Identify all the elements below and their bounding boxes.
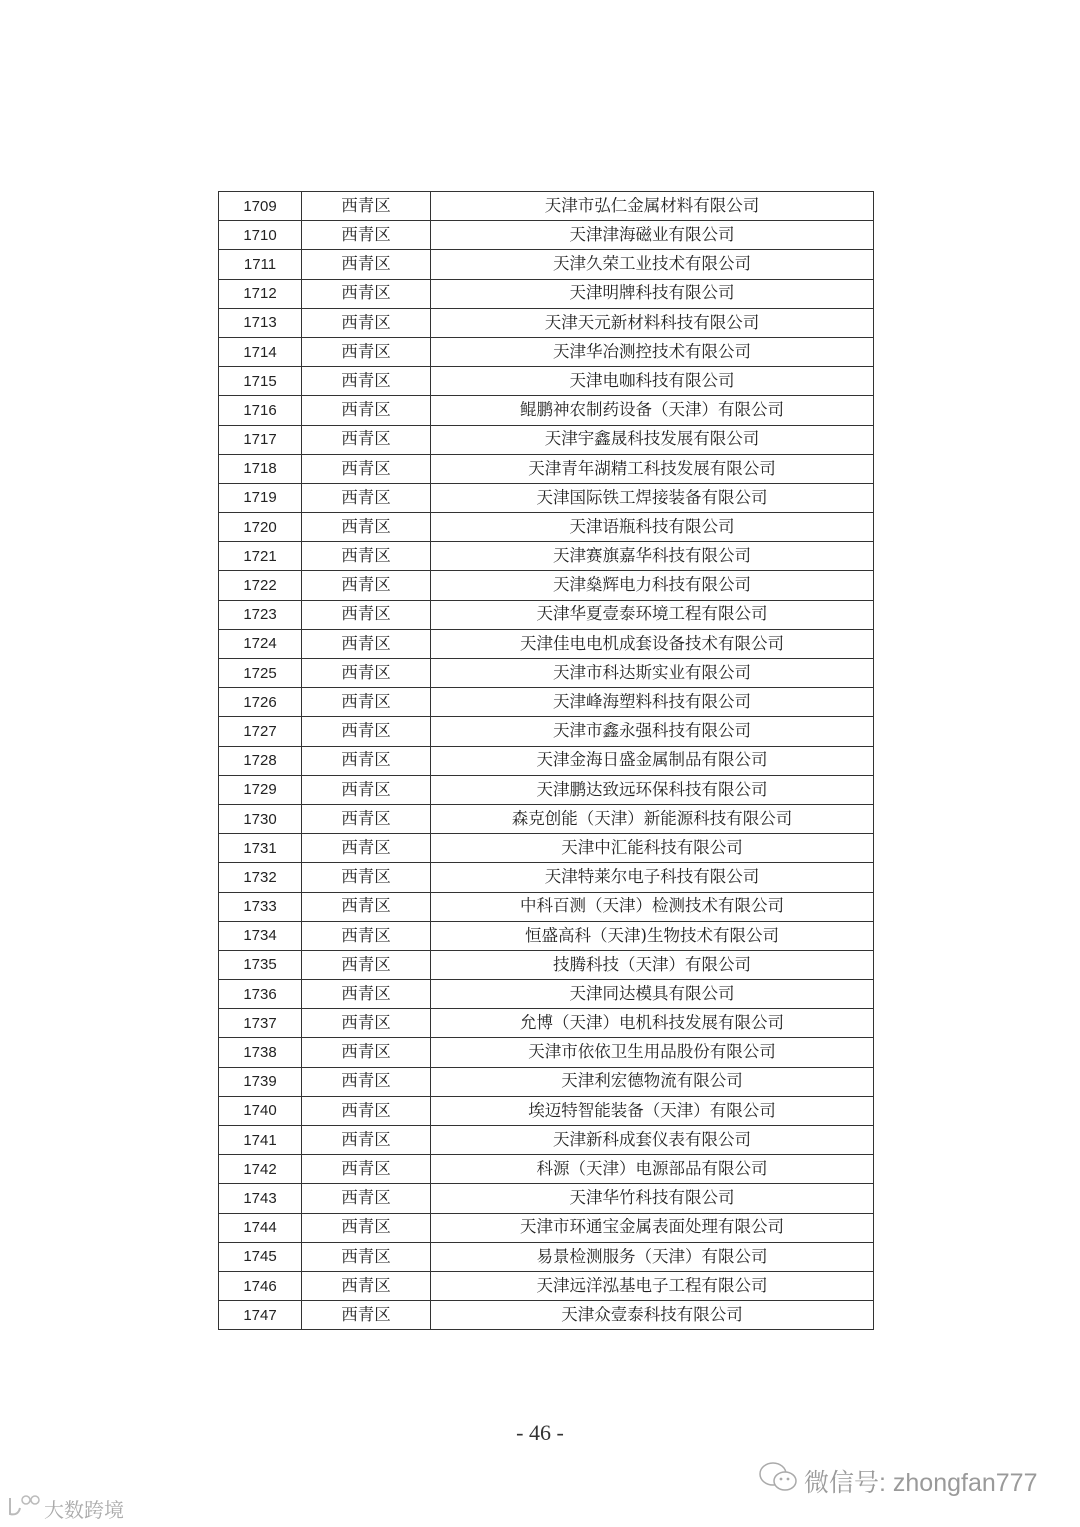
company-name-cell: 天津津海磁业有限公司: [431, 221, 874, 250]
wechat-watermark: [758, 1460, 1037, 1501]
row-number: 1720: [219, 513, 302, 542]
table-row: [219, 863, 874, 892]
row-number: 1740: [219, 1096, 302, 1125]
district-cell: 西青区: [302, 688, 431, 717]
company-name-cell: 天津鹏达致远环保科技有限公司: [431, 775, 874, 804]
district-cell: 西青区: [302, 1009, 431, 1038]
table-row: [219, 308, 874, 337]
table-row: [219, 746, 874, 775]
table-row: [219, 279, 874, 308]
row-number: 1714: [219, 337, 302, 366]
district-cell: 西青区: [302, 804, 431, 833]
table-row: [219, 192, 874, 221]
page-number: - 46 -: [516, 1420, 564, 1445]
district-cell: 西青区: [302, 746, 431, 775]
company-name-cell: 天津市科达斯实业有限公司: [431, 659, 874, 688]
table-row: [219, 571, 874, 600]
company-name-cell: 天津天元新材料科技有限公司: [431, 308, 874, 337]
district-cell: 西青区: [302, 396, 431, 425]
row-number: 1724: [219, 629, 302, 658]
district-cell: 西青区: [302, 337, 431, 366]
district-cell: 西青区: [302, 950, 431, 979]
row-number: 1735: [219, 950, 302, 979]
company-name-cell: 天津市依依卫生用品股份有限公司: [431, 1038, 874, 1067]
table-row: [219, 1242, 874, 1271]
row-number: 1711: [219, 250, 302, 279]
row-number: 1727: [219, 717, 302, 746]
row-number: 1719: [219, 483, 302, 512]
company-name-cell: 技腾科技（天津）有限公司: [431, 950, 874, 979]
row-number: 1732: [219, 863, 302, 892]
company-name-cell: 天津国际铁工焊接装备有限公司: [431, 483, 874, 512]
company-name-cell: 科源（天津）电源部品有限公司: [431, 1155, 874, 1184]
district-cell: 西青区: [302, 1271, 431, 1300]
row-number: 1736: [219, 980, 302, 1009]
district-cell: 西青区: [302, 308, 431, 337]
district-cell: 西青区: [302, 717, 431, 746]
table-row: [219, 1213, 874, 1242]
brand-watermark: [6, 1494, 124, 1523]
company-name-cell: 天津市鑫永强科技有限公司: [431, 717, 874, 746]
table-row: [219, 1184, 874, 1213]
row-number: 1738: [219, 1038, 302, 1067]
row-number: 1743: [219, 1184, 302, 1213]
district-cell: 西青区: [302, 1301, 431, 1330]
row-number: 1715: [219, 367, 302, 396]
company-name-cell: 天津市弘仁金属材料有限公司: [431, 192, 874, 221]
company-name-cell: 森克创能（天津）新能源科技有限公司: [431, 804, 874, 833]
row-number: 1744: [219, 1213, 302, 1242]
company-name-cell: 天津利宏德物流有限公司: [431, 1067, 874, 1096]
table-row: [219, 1038, 874, 1067]
company-name-cell: 天津远洋泓基电子工程有限公司: [431, 1271, 874, 1300]
brand-watermark-text: 大数跨境: [44, 1498, 124, 1522]
row-number: 1745: [219, 1242, 302, 1271]
company-name-cell: 天津华竹科技有限公司: [431, 1184, 874, 1213]
district-cell: 西青区: [302, 1155, 431, 1184]
table-row: [219, 629, 874, 658]
row-number: 1712: [219, 279, 302, 308]
table-row: [219, 980, 874, 1009]
district-cell: 西青区: [302, 1126, 431, 1155]
district-cell: 西青区: [302, 542, 431, 571]
row-number: 1746: [219, 1271, 302, 1300]
row-number: 1721: [219, 542, 302, 571]
row-number: 1717: [219, 425, 302, 454]
company-name-cell: 埃迈特智能装备（天津）有限公司: [431, 1096, 874, 1125]
company-name-cell: 天津中汇能科技有限公司: [431, 834, 874, 863]
district-cell: 西青区: [302, 629, 431, 658]
table-row: [219, 425, 874, 454]
table-row: [219, 1155, 874, 1184]
district-cell: 西青区: [302, 1242, 431, 1271]
brand-logo-icon: [6, 1494, 40, 1523]
district-cell: 西青区: [302, 221, 431, 250]
company-name-cell: 天津金海日盛金属制品有限公司: [431, 746, 874, 775]
row-number: 1747: [219, 1301, 302, 1330]
table-row: [219, 454, 874, 483]
row-number: 1741: [219, 1126, 302, 1155]
district-cell: 西青区: [302, 980, 431, 1009]
row-number: 1731: [219, 834, 302, 863]
district-cell: 西青区: [302, 279, 431, 308]
company-name-cell: 天津久荣工业技术有限公司: [431, 250, 874, 279]
company-name-cell: 天津宇鑫晟科技发展有限公司: [431, 425, 874, 454]
company-name-cell: 天津新科成套仪表有限公司: [431, 1126, 874, 1155]
company-name-cell: 天津特莱尔电子科技有限公司: [431, 863, 874, 892]
district-cell: 西青区: [302, 1096, 431, 1125]
company-name-cell: 天津明牌科技有限公司: [431, 279, 874, 308]
company-name-cell: 天津华冶测控技术有限公司: [431, 337, 874, 366]
district-cell: 西青区: [302, 1067, 431, 1096]
table-row: [219, 950, 874, 979]
district-cell: 西青区: [302, 1038, 431, 1067]
company-list-table: [218, 191, 874, 1330]
table-row: [219, 892, 874, 921]
table-row: [219, 804, 874, 833]
table-row: [219, 396, 874, 425]
row-number: 1716: [219, 396, 302, 425]
row-number: 1713: [219, 308, 302, 337]
district-cell: 西青区: [302, 921, 431, 950]
table-row: [219, 688, 874, 717]
company-name-cell: 天津同达模具有限公司: [431, 980, 874, 1009]
district-cell: 西青区: [302, 250, 431, 279]
district-cell: 西青区: [302, 425, 431, 454]
table-row: [219, 483, 874, 512]
district-cell: 西青区: [302, 571, 431, 600]
row-number: 1718: [219, 454, 302, 483]
company-name-cell: 天津青年湖精工科技发展有限公司: [431, 454, 874, 483]
district-cell: 西青区: [302, 775, 431, 804]
district-cell: 西青区: [302, 192, 431, 221]
district-cell: 西青区: [302, 513, 431, 542]
wechat-id-text: 微信号: zhongfan777: [804, 1468, 1038, 1497]
row-number: 1730: [219, 804, 302, 833]
row-number: 1733: [219, 892, 302, 921]
company-name-cell: 鲲鹏神农制药设备（天津）有限公司: [431, 396, 874, 425]
company-name-cell: 易景检测服务（天津）有限公司: [431, 1242, 874, 1271]
district-cell: 西青区: [302, 659, 431, 688]
company-name-cell: 天津燊辉电力科技有限公司: [431, 571, 874, 600]
row-number: 1734: [219, 921, 302, 950]
district-cell: 西青区: [302, 834, 431, 863]
table-row: [219, 250, 874, 279]
district-cell: 西青区: [302, 600, 431, 629]
company-name-cell: 天津语瓶科技有限公司: [431, 513, 874, 542]
wechat-icon: [758, 1460, 798, 1501]
row-number: 1737: [219, 1009, 302, 1038]
district-cell: 西青区: [302, 1184, 431, 1213]
table-row: [219, 1126, 874, 1155]
row-number: 1723: [219, 600, 302, 629]
table-row: [219, 834, 874, 863]
row-number: 1729: [219, 775, 302, 804]
table-row: [219, 513, 874, 542]
row-number: 1739: [219, 1067, 302, 1096]
district-cell: 西青区: [302, 863, 431, 892]
table-row: [219, 1301, 874, 1330]
table-row: [219, 1096, 874, 1125]
company-name-cell: 天津电咖科技有限公司: [431, 367, 874, 396]
table-row: [219, 921, 874, 950]
company-name-cell: 恒盛高科（天津)生物技术有限公司: [431, 921, 874, 950]
row-number: 1722: [219, 571, 302, 600]
table-row: [219, 337, 874, 366]
table-row: [219, 775, 874, 804]
district-cell: 西青区: [302, 483, 431, 512]
row-number: 1728: [219, 746, 302, 775]
table-row: [219, 1009, 874, 1038]
table-row: [219, 1067, 874, 1096]
company-name-cell: 天津赛旗嘉华科技有限公司: [431, 542, 874, 571]
table-row: [219, 542, 874, 571]
company-name-cell: 中科百测（天津）检测技术有限公司: [431, 892, 874, 921]
table-row: [219, 1271, 874, 1300]
table-row: [219, 600, 874, 629]
company-name-cell: 天津华夏壹泰环境工程有限公司: [431, 600, 874, 629]
row-number: 1726: [219, 688, 302, 717]
district-cell: 西青区: [302, 454, 431, 483]
company-name-cell: 天津佳电电机成套设备技术有限公司: [431, 629, 874, 658]
district-cell: 西青区: [302, 1213, 431, 1242]
company-name-cell: 天津峰海塑料科技有限公司: [431, 688, 874, 717]
district-cell: 西青区: [302, 892, 431, 921]
row-number: 1710: [219, 221, 302, 250]
table-row: [219, 221, 874, 250]
table-row: [219, 367, 874, 396]
table-row: [219, 717, 874, 746]
table-row: [219, 659, 874, 688]
district-cell: 西青区: [302, 367, 431, 396]
row-number: 1742: [219, 1155, 302, 1184]
company-name-cell: 天津众壹泰科技有限公司: [431, 1301, 874, 1330]
row-number: 1725: [219, 659, 302, 688]
company-name-cell: 允博（天津）电机科技发展有限公司: [431, 1009, 874, 1038]
company-name-cell: 天津市环通宝金属表面处理有限公司: [431, 1213, 874, 1242]
row-number: 1709: [219, 192, 302, 221]
